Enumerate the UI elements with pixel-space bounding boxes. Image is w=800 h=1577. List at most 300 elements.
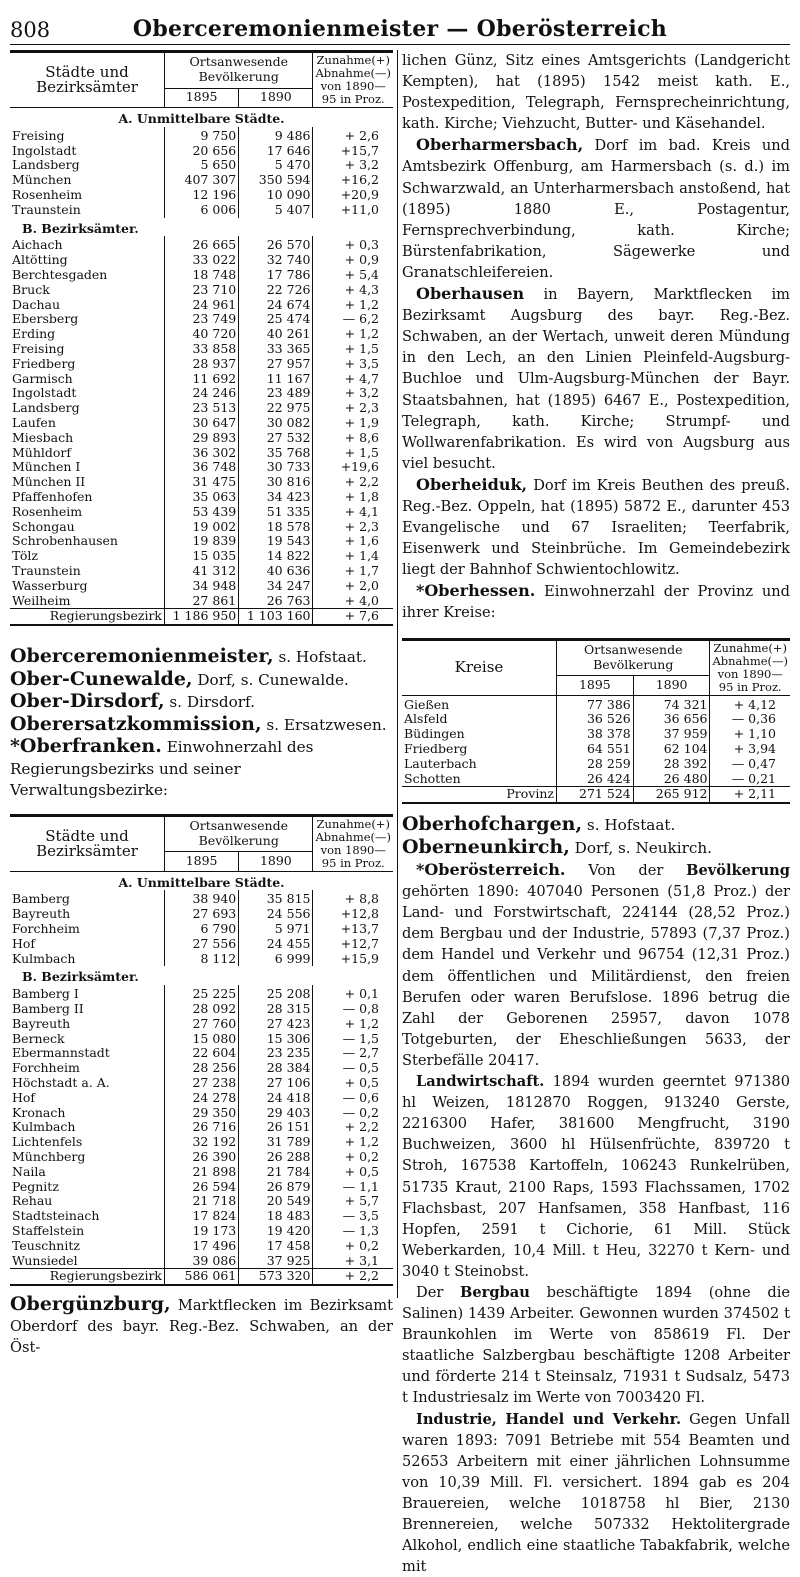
table-row: [10, 283, 393, 298]
row-1890: 36 656: [633, 712, 710, 727]
entry-lemma: Oberhausen: [416, 284, 525, 304]
table-row: [10, 505, 393, 520]
row-change: +12,7: [313, 937, 393, 952]
total-1895: 1 186 950: [165, 609, 239, 624]
row-1895: 53 439: [165, 505, 239, 520]
row-change: + 0,9: [313, 253, 393, 268]
row-1890: 23 235: [239, 1046, 313, 1061]
row-name: Altötting: [12, 253, 68, 268]
table-header-col1: Städte und Bezirksämter: [10, 53, 165, 108]
row-1890: 25 208: [239, 985, 313, 1002]
page-header: [10, 4, 790, 45]
table-row: [10, 1254, 393, 1269]
row-1890: 26 288: [239, 1150, 313, 1165]
row-1895: 15 080: [165, 1032, 239, 1047]
row-name: Traunstein: [12, 563, 81, 578]
row-change: + 1,8: [313, 490, 393, 505]
row-change: — 2,7: [313, 1046, 393, 1061]
row-1890: 10 090: [239, 188, 313, 203]
total-label: Regierungsbezirk: [10, 609, 165, 624]
row-1895: 29 350: [165, 1106, 239, 1121]
row-1890: 27 106: [239, 1076, 313, 1091]
row-change: + 2,3: [313, 401, 393, 416]
table-section-row: [10, 871, 393, 890]
table-section-row: [10, 218, 393, 237]
table-header-year2: 1890: [239, 852, 313, 871]
section-heading: Industrie, Handel und Verkehr.: [416, 1410, 682, 1428]
row-1895: 26 594: [165, 1180, 239, 1195]
row-name: Schrobenhausen: [12, 534, 118, 549]
row-1890: 74 321: [633, 695, 710, 712]
row-name: Rosenheim: [12, 187, 83, 202]
row-name: Höchstadt a. A.: [12, 1075, 110, 1090]
section-text: 1894 wurden geerntet 971380 hl Weizen, 1812870 Roggen, 913240 Gerste, 2216300 Hafer, 381600 Mengfrucht, 3190 Buchweizen, 3600 hl Hülsenfrüchte, 839720 t Stroh, 167538 Kartoffeln, 106243 Runkelrüben, 51735 Kraut, 2100 Raps, 1593 Flachssamen, 1702 Flachsbast, 207 Hanfsamen, 358 Hanfbast, 116 Hopfen, 2591 t Cichorie, 61 Mill. Stück Weberkarden, 10,4 Mill. t Heu, 32270 t Kern- und 3040 t Steinobst.: [402, 1073, 790, 1280]
row-name: Kronach: [12, 1105, 66, 1120]
row-change: +16,2: [313, 173, 393, 188]
section-bergbau: [402, 1282, 790, 1409]
row-1895: 26 390: [165, 1150, 239, 1165]
row-1895: 21 898: [165, 1165, 239, 1180]
row-change: +20,9: [313, 188, 393, 203]
row-name: Lichtenfels: [12, 1135, 83, 1150]
table-row: [10, 203, 393, 218]
row-1890: 17 458: [239, 1239, 313, 1254]
entry-lemma: *Oberösterreich.: [416, 860, 566, 880]
entry: [402, 814, 790, 837]
table-row: [10, 1061, 393, 1076]
table-row: [10, 1194, 393, 1209]
entry-keyword: Bevölkerung: [686, 862, 790, 880]
entry: [10, 646, 393, 669]
left-column: [10, 50, 393, 1358]
row-1895: 9 750: [165, 127, 239, 144]
row-name: Pegnitz: [12, 1179, 59, 1194]
row-name: Bayreuth: [12, 1016, 71, 1031]
table-header-year1: 1895: [557, 676, 634, 695]
row-change: +15,9: [313, 952, 393, 967]
row-1895: 23 513: [165, 401, 239, 416]
table-row: [10, 1106, 393, 1121]
table-row: [10, 1002, 393, 1017]
row-1895: 11 692: [165, 372, 239, 387]
entry: [10, 691, 393, 714]
row-1890: 26 763: [239, 594, 313, 609]
row-change: +12,8: [313, 907, 393, 922]
table-row: [10, 1120, 393, 1135]
row-change: + 3,1: [313, 1254, 393, 1269]
table-row: [10, 1046, 393, 1061]
row-name: München: [12, 173, 72, 188]
row-name: Landsberg: [12, 401, 80, 416]
table-row: [10, 1032, 393, 1047]
section-text: Der: [416, 1283, 461, 1301]
row-1895: 27 556: [165, 937, 239, 952]
row-1895: 23 749: [165, 312, 239, 327]
total-1890: 265 912: [633, 787, 710, 802]
row-change: + 1,5: [313, 342, 393, 357]
table-row: [10, 386, 393, 401]
entry-lemma: *Oberhessen.: [416, 581, 536, 601]
table-row: [10, 1180, 393, 1195]
row-change: + 1,6: [313, 534, 393, 549]
table-row: [402, 695, 790, 712]
row-1895: 40 720: [165, 327, 239, 342]
row-1890: 32 740: [239, 253, 313, 268]
row-name: München II: [12, 475, 86, 490]
row-1895: 12 196: [165, 188, 239, 203]
table-header-col2: Ortsanwesende Bevölkerung: [165, 816, 313, 852]
row-name: Naila: [12, 1164, 46, 1179]
row-1890: 27 957: [239, 357, 313, 372]
table-row: [402, 742, 790, 757]
row-change: + 8,8: [313, 890, 393, 907]
table-header-col2: Ortsanwesende Bevölkerung: [165, 53, 313, 89]
row-1895: 24 278: [165, 1091, 239, 1106]
row-change: + 0,5: [313, 1165, 393, 1180]
entry-text: Dorf im bad. Kreis und Amtsbezirk Offenburg, am Harmersbach (s. d.) im Schwarzwald, an Unterharmersbach anstoßend, hat (1895) 1880 E., Postagentur, Fernsprechverbindung, kath. Kirche; Bürstenfabrikation, Sägewerke und Granatschleifereien.: [402, 137, 790, 281]
entry-oberharmersbach: [402, 134, 790, 283]
row-1895: 8 112: [165, 952, 239, 967]
table-row: [10, 579, 393, 594]
total-change: + 2,2: [313, 1269, 393, 1284]
entry-lemma: Oberhofchargen,: [402, 813, 583, 836]
entry-lemma: Oberceremonienmeister,: [10, 645, 274, 668]
row-name: Tölz: [12, 549, 38, 564]
table-row: [10, 907, 393, 922]
row-1895: 41 312: [165, 564, 239, 579]
row-1890: 34 247: [239, 579, 313, 594]
table-row: [10, 312, 393, 327]
right-column: [402, 50, 790, 1577]
row-change: + 4,3: [313, 283, 393, 298]
entry-text: s. Hofstaat.: [273, 648, 367, 667]
table-row: [10, 460, 393, 475]
table-row: [10, 327, 393, 342]
entry-text: Dorf, s. Neukirch.: [569, 838, 712, 857]
entry: [10, 669, 393, 692]
row-name: Staffelstein: [12, 1223, 85, 1238]
row-name: Teuschnitz: [12, 1238, 80, 1253]
row-change: + 8,6: [313, 431, 393, 446]
row-name: München I: [12, 460, 81, 475]
row-1890: 30 082: [239, 416, 313, 431]
row-change: — 1,1: [313, 1180, 393, 1195]
row-name: Traunstein: [12, 202, 81, 217]
row-1890: 350 594: [239, 173, 313, 188]
entry-text: gehörten 1890: 407040 Personen (51,8 Proz.) der Land- und Forstwirtschaft, 224144 (28,52 Proz.) dem Bergbau und der Industrie, 57893 (7,37 Proz.) dem Handel und Verkehr und 96754 (12,31 Proz.) dem öffentlichen und Militärdienst, den freien Berufen oder waren Berufslose. 1896 betrug die Zahl der Geborenen 25957, davon 1078 Totgeburten, der Eheschließungen 5633, der Sterbefälle 20417.: [402, 883, 790, 1069]
table-section-row: [10, 108, 393, 127]
table-row: [10, 1165, 393, 1180]
row-1895: 26 665: [165, 236, 239, 253]
row-1895: 25 225: [165, 985, 239, 1002]
row-change: + 1,9: [313, 416, 393, 431]
row-1895: 17 496: [165, 1239, 239, 1254]
row-name: Freising: [12, 127, 65, 143]
total-1895: 271 524: [557, 787, 634, 802]
section-text: Gegen Unfall waren 1893: 7091 Betriebe mit 554 Beamten und 52653 Arbeitern mit einer jährlichen Lohnsumme von 10,39 Mill. Fl. versichert. 1894 gab es 204 Brauereien, welche 1018758 hl Bier, 2130 Brennereien, welche 507332 Hektolitergrade Alkohol, endlich eine staatliche Tabakfabrik, welche mit: [402, 1410, 790, 1576]
table-row: [10, 1017, 393, 1032]
row-1895: 19 839: [165, 534, 239, 549]
row-1890: 18 578: [239, 520, 313, 535]
row-name: Dachau: [12, 297, 61, 312]
table-row: [10, 475, 393, 490]
row-change: + 4,1: [313, 505, 393, 520]
row-change: + 3,94: [710, 742, 790, 757]
entry-text: Dorf im Kreis Beuthen des preuß. Reg.-Bez. Oppeln, hat (1895) 5872 E., darunter 453 Evangelische und 67 Israeliten; Teerfabrik, Eisenwerk und Steinbrüche. Im Gemeindebezirk liegt der Bahnhof Schwientochlowitz.: [402, 476, 790, 579]
section-text: beschäftigte 1894 (ohne die Salinen) 1439 Arbeiter. Gewonnen wurden 374502 t Braunkohlen im Werte von 858619 Fl. Der staatliche Salzbergbau beschäftigte 1208 Arbeiter und förderte 214 t Steinsalz, 71931 t Sudsalz, 5473 t Industriesalz im Werte von 7003420 Fl.: [402, 1283, 790, 1407]
row-name: Landsberg: [12, 158, 80, 173]
row-change: + 1,2: [313, 298, 393, 313]
row-name: Kulmbach: [12, 1120, 76, 1135]
table-row: [10, 1239, 393, 1254]
table-row: [10, 534, 393, 549]
row-name: Weilheim: [12, 593, 71, 608]
row-1895: 38 940: [165, 890, 239, 907]
row-1895: 6 790: [165, 922, 239, 937]
row-1890: 6 999: [239, 952, 313, 967]
row-change: — 0,21: [710, 772, 790, 787]
row-change: — 6,2: [313, 312, 393, 327]
row-1890: 26 480: [633, 772, 710, 787]
table-total-row: [10, 609, 393, 624]
table-row: [402, 757, 790, 772]
entries-short: [402, 814, 790, 859]
section-heading: Landwirtschaft.: [416, 1073, 545, 1091]
row-1890: 19 420: [239, 1224, 313, 1239]
row-name: Freising: [12, 341, 65, 356]
total-1895: 586 061: [165, 1269, 239, 1284]
row-change: + 5,7: [313, 1194, 393, 1209]
row-1890: 26 151: [239, 1120, 313, 1135]
row-change: — 3,5: [313, 1209, 393, 1224]
row-change: — 1,3: [313, 1224, 393, 1239]
entry-text: Marktflecken im Bezirksamt Oberdorf des bayr. Reg.-Bez. Schwaben, an der Öst-: [10, 1297, 393, 1357]
table-total-row: [10, 1269, 393, 1284]
row-1895: 30 647: [165, 416, 239, 431]
row-change: + 0,2: [313, 1239, 393, 1254]
table-row: [10, 490, 393, 505]
table-row: [10, 1224, 393, 1239]
entry-lemma: *Oberfranken.: [10, 735, 162, 758]
row-1890: 17 786: [239, 268, 313, 283]
table-section-heading: A. Unmittelbare Städte.: [118, 111, 285, 126]
row-1895: 22 604: [165, 1046, 239, 1061]
table-row: [402, 712, 790, 727]
row-1895: 6 006: [165, 203, 239, 218]
table-row: [10, 416, 393, 431]
row-change: + 2,2: [313, 1120, 393, 1135]
row-name: Laufen: [12, 415, 56, 430]
row-1895: 19 002: [165, 520, 239, 535]
row-1890: 5 470: [239, 158, 313, 173]
table-row: [10, 890, 393, 907]
row-1895: 36 526: [557, 712, 634, 727]
row-change: + 2,2: [313, 475, 393, 490]
row-1890: 51 335: [239, 505, 313, 520]
table-row: [10, 188, 393, 203]
table-row: [10, 298, 393, 313]
table-header-col3: Zunahme(+) Abnahme(—) von 1890—95 in Proz.: [710, 640, 790, 695]
row-name: Bruck: [12, 282, 50, 297]
row-1890: 24 455: [239, 937, 313, 952]
row-1895: 27 238: [165, 1076, 239, 1091]
table-row: [10, 594, 393, 609]
entry: [402, 837, 790, 860]
table-row: [10, 253, 393, 268]
entry-lemma: Ober-Dirsdorf,: [10, 690, 165, 713]
table-oberfranken: [10, 814, 393, 1287]
table-row: [10, 158, 393, 173]
row-1890: 26 570: [239, 236, 313, 253]
table-row: [10, 431, 393, 446]
row-change: — 0,5: [313, 1061, 393, 1076]
running-head: Oberceremonienmeister — Oberösterreich: [132, 16, 668, 42]
row-1890: 28 392: [633, 757, 710, 772]
table-section-heading: B. Bezirksämter.: [22, 969, 139, 985]
row-1895: 28 937: [165, 357, 239, 372]
row-change: +15,7: [313, 144, 393, 159]
row-1895: 35 063: [165, 490, 239, 505]
row-1890: 19 543: [239, 534, 313, 549]
row-name: Miesbach: [12, 430, 74, 445]
row-1890: 25 474: [239, 312, 313, 327]
row-name: Ingolstadt: [12, 143, 77, 158]
row-1890: 9 486: [239, 127, 313, 144]
table-row: [402, 727, 790, 742]
row-1890: 33 365: [239, 342, 313, 357]
row-1895: 28 092: [165, 1002, 239, 1017]
row-1895: 5 650: [165, 158, 239, 173]
row-1890: 24 674: [239, 298, 313, 313]
row-name: Wunsiedel: [12, 1253, 78, 1268]
row-change: + 4,12: [710, 695, 790, 712]
continued-text: lichen Günz, Sitz eines Amtsgerichts (Landgericht Kempten), hat (1895) 1542 meist kath. E., Postexpedition, Telegraph, Fernsprecheinrichtung, kath. Kirche; Viehzucht, Butter- und Käsehandel.: [402, 52, 790, 133]
entry-obergunzburg: [10, 1294, 393, 1358]
row-change: + 1,10: [710, 727, 790, 742]
row-change: + 4,0: [313, 594, 393, 609]
table-header-year2: 1890: [633, 676, 710, 695]
row-1890: 24 556: [239, 907, 313, 922]
row-1895: 28 256: [165, 1061, 239, 1076]
row-1895: 33 858: [165, 342, 239, 357]
table-section-heading: B. Bezirksämter.: [22, 220, 139, 236]
row-1890: 30 733: [239, 460, 313, 475]
entry-lemma: Oberneunkirch,: [402, 835, 570, 858]
row-change: + 3,2: [313, 386, 393, 401]
row-1895: 15 035: [165, 549, 239, 564]
row-name: Schongau: [12, 519, 75, 534]
row-change: + 2,0: [313, 579, 393, 594]
row-1890: 27 532: [239, 431, 313, 446]
row-name: Bayreuth: [12, 907, 71, 922]
row-change: — 0,47: [710, 757, 790, 772]
entry-lemma: Oberheiduk,: [416, 474, 528, 494]
row-1895: 20 656: [165, 144, 239, 159]
row-change: +19,6: [313, 460, 393, 475]
row-1895: 36 302: [165, 446, 239, 461]
row-name: Pfaffenhofen: [12, 489, 93, 504]
column-rule: [397, 50, 398, 1298]
entry-lemma: Oberersatzkommission,: [10, 712, 262, 735]
row-change: + 1,2: [313, 327, 393, 342]
row-name: Lauterbach: [404, 756, 477, 771]
table-oberhessen: [402, 638, 790, 805]
table-header-year1: 1895: [165, 852, 239, 871]
row-1890: 27 423: [239, 1017, 313, 1032]
section-keyword: Bergbau: [460, 1283, 530, 1301]
row-change: + 5,4: [313, 268, 393, 283]
table-section-row: [10, 966, 393, 985]
entry-text: Von der: [565, 862, 687, 880]
row-1890: 26 879: [239, 1180, 313, 1195]
row-name: Garmisch: [12, 371, 73, 386]
row-1895: 27 693: [165, 907, 239, 922]
table-row: [10, 1150, 393, 1165]
row-1890: 34 423: [239, 490, 313, 505]
entry-oberheiduk: [402, 474, 790, 580]
row-1895: 77 386: [557, 695, 634, 712]
entry-text: Dorf, s. Cunewalde.: [192, 670, 349, 689]
row-change: +13,7: [313, 922, 393, 937]
row-change: + 2,6: [313, 127, 393, 144]
row-1895: 31 475: [165, 475, 239, 490]
total-label: Provinz: [402, 787, 557, 802]
row-1890: 28 384: [239, 1061, 313, 1076]
row-1890: 15 306: [239, 1032, 313, 1047]
row-1895: 24 246: [165, 386, 239, 401]
row-1895: 26 424: [557, 772, 634, 787]
row-1890: 5 971: [239, 922, 313, 937]
table-header-col1: Kreise: [402, 640, 557, 695]
table-row: [10, 342, 393, 357]
row-1890: 23 489: [239, 386, 313, 401]
entry-lemma: Ober-Cunewalde,: [10, 667, 193, 690]
total-label: Regierungsbezirk: [10, 1269, 165, 1284]
table-row: [10, 127, 393, 144]
row-1895: 21 718: [165, 1194, 239, 1209]
row-name: Wasserburg: [12, 578, 88, 593]
entry-text: s. Ersatzwesen.: [261, 715, 387, 734]
row-1890: 18 483: [239, 1209, 313, 1224]
entry-text: in Bayern, Marktflecken im Bezirksamt Augsburg des bayr. Reg.-Bez. Schwaben, an der Wertach, unweit deren Mündung in den Lech, an den Linien Pleinfeld-Augsburg-Buchloe und Ulm-Augsburg-München der Bayr. Staatsbahnen, hat (1895) 6467 E., Postexpedition, Telegraph, kath. Kirche; Strumpf- und Wollwarenfabrikation. Es wird von Augsburg aus viel besucht.: [402, 286, 790, 472]
total-1890: 573 320: [239, 1269, 313, 1284]
row-name: Bamberg I: [12, 986, 79, 1002]
table-row: [402, 772, 790, 787]
row-1890: 31 789: [239, 1135, 313, 1150]
table-row: [10, 952, 393, 967]
row-name: Rehau: [12, 1194, 53, 1209]
table-row: [10, 985, 393, 1002]
table-row: [10, 1209, 393, 1224]
row-name: Bamberg: [12, 891, 70, 907]
row-1895: 27 861: [165, 594, 239, 609]
table-row: [10, 173, 393, 188]
row-name: Mühldorf: [12, 445, 72, 460]
row-name: Erding: [12, 327, 56, 342]
row-name: Münchberg: [12, 1149, 86, 1164]
page-number: 808: [10, 18, 51, 42]
row-name: Stadtsteinach: [12, 1209, 100, 1224]
row-1890: 37 925: [239, 1254, 313, 1269]
row-change: + 0,1: [313, 985, 393, 1002]
table-row: [10, 236, 393, 253]
entry: [10, 714, 393, 737]
row-1890: 35 815: [239, 890, 313, 907]
row-name: Ebermannstadt: [12, 1046, 110, 1061]
row-change: — 1,5: [313, 1032, 393, 1047]
row-change: — 0,6: [313, 1091, 393, 1106]
row-change: + 1,2: [313, 1017, 393, 1032]
